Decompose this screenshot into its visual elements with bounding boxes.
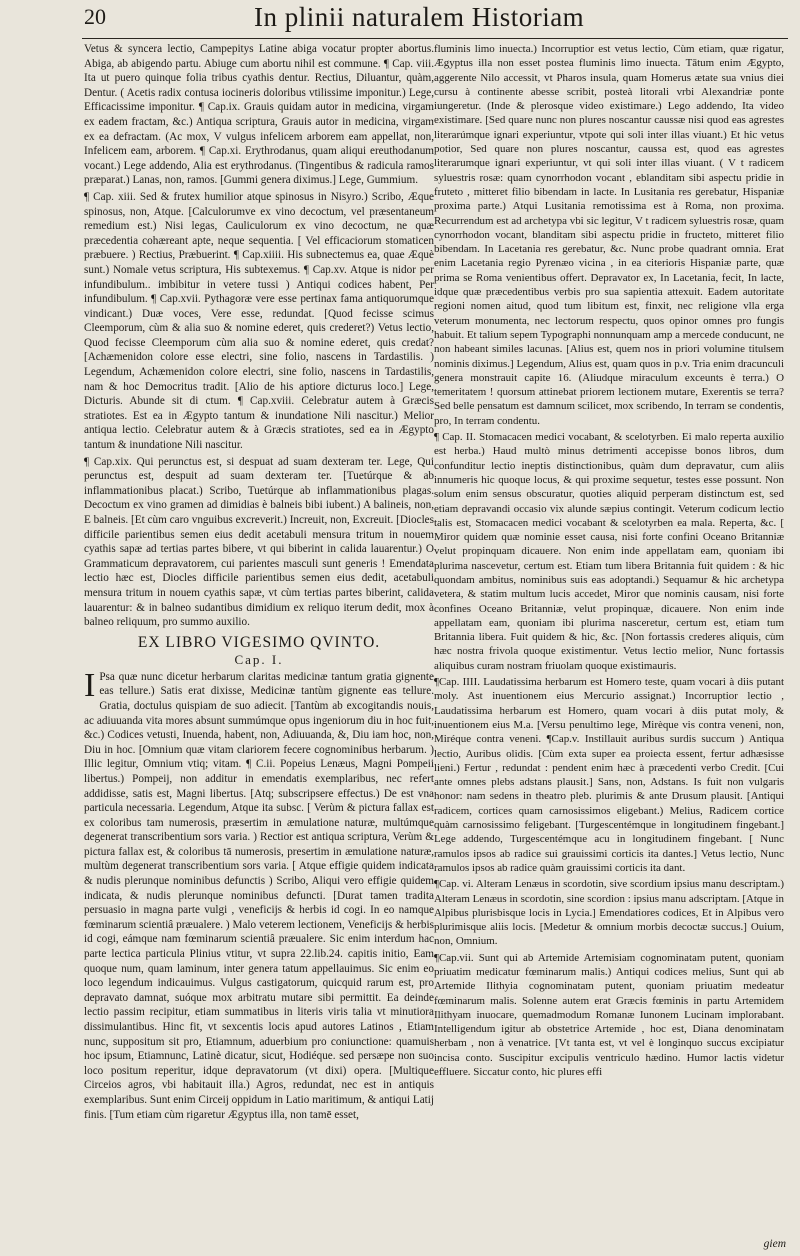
drop-cap-letter: I: [84, 666, 96, 704]
catchword: giem: [763, 1238, 786, 1250]
left-paragraph-1: Vetus & syncera lectio, Campepitys Latine abiga vocatur propter abortus. Abiga, ab abigendo partu. Abiuge cum abortu nihil est commune. ¶ Cap. viii. Ita ut puero quinque folia tribus cyathis dentur. Rectius, Diluantur, quàm, Dentur. ( Acetis radix contusa iocineris doloribus vtilissime imponitur.) Lege, Efficacissime imponitur. ¶ Cap.ix. Grauis quidam autor in medicina, virgam ex eadem fractam, &c.) Antiqua scriptura, Grauis autor in medicina, virgam ex ea defractam. (Ac mox, V vulgus infelicem arborem eam appellat, non, Infelicem eam, arborem. ¶ Cap.xi. Erythrodanus, quam aliqui ereuthodanum vocant.) Lege addendo, Alia est erythrodanus. (Tingentibus & radicula ramos præparat.) Lanas, non, ramos. [Gummi genera diximus.] Lege, Gummium.: [84, 43, 434, 187]
right-paragraph-4: ¶Cap. vi. Alteram Lenæus in scordotin, sive scordium ipsius manu descriptam.) Alteram Lenæus in scordotin, sine scordion : ipsius manu adscriptam. [Atque in Alpibus plurisbisque locis in Lycia.] Emendatiores codices, Et in Alpibus vero plurimisque aliis locis. [Medetur & omnium morbis decoctæ succus.] Ouium, non, Omnium.: [434, 878, 784, 948]
left-paragraph-2: ¶ Cap. xiii. Sed & frutex humilior atque spinosus in Nisyro.) Scribo, Æque spinosus, non, Atque. [Calculorumve ex vino decoctum, vel præsentaneum remedium est.) Nisi legas, Cauliculorum ex vino decoctum, ne quæ præcedentia cohæreant apte, neque sequentia. [ Vel efficaciorum stomaticen præbuere. ) Rectius, Præbuerint. ¶ Cap.xiiii. His subnectemus ea, quae Æquè sunt.) Nomale vetus scriptura, His subtexemus. ¶ Cap.xv. Atque is nidor per infundibulum.. imbibitur in vetere tussi ) Antiqui codices habent, Per infundibulum. ¶ Cap.xvii. Pythagoræ vere esse pertinax fama antiquorumque vindicant.) Duæ voces, Vere esse, redundat. [Quod fecisse scimus Cleemporum, cùm & alia suo & nomine ederet, quis crederet?) Vetus lectio, Quod fecisse Cleemporum cùm alia suo & nomine ederet, quis credat? [Achæmenidon colore esse electri, sine folio, nascens in Tardastilis. ) Legendum, Achæmenidon colore electri, sine folio, nascens in Tardastilis, nam & hoc Democritus tradit. [Alio de his aptiore dicturus loco.] Lege, Dicturis. Abunde sit di ctum. ¶ Cap.xviii. Celebratur autem à Græcis stratiotes. Est ea in Ægypto tantum & inundatione Nili nascitur.) Melior antiqua lectio. Celebratur autem & à Græcis stratiotes, sed ea in Ægypto tantum & inundatione Nili nascitur.: [84, 190, 434, 452]
right-paragraph-1: fluminis limo inuecta.) Incorruptior est vetus lectio, Cùm etiam, quæ rigatur, Ægyptus illa non esset postea fluminis limo inuecta. Tātum enim Ægypto, aggerente Nilo accessit, vt Pharos insula, quam Homerus ætate sua vnius diei cursu à continente abesse scribit, posteà litorali vrbi Alexandriæ ponte iungeretur. (Inde & plerosque video existimare.) Lego addendo, Ita video existimare. [Sed quare nunc non plures noscantur caussæ nisi quod eas agrestes literarúmque ignari experiuntur, vtpote qui soli inter illas viuant.) Et hic vetus potior, Sed quare non plures noscantur, caussa est, quod eas agrestes literarumque ignari experiuntur, vt qui soli inter illas viuant. ( V t radicem syluestris rosæ: quam cynorrhodon vocant , eblanditam sibi aspectu pridie in fruteto , mitteret filio bibendam in lacte. In Lusitania res gerebatur, Hispaniæ proxima parte.) Atqui Lusitania remotissima est à Roma, non proxima. Recurrendum est ad archetypa vbi sic legitur, V t radicem syluestris rosæ, quam cynorrhodon vocant, blanditam sibi aspectu pridie in fructeto, mitteret filio bibendam. In Lacetania res gerebatur, &c. Nunc probe quadrant omnia. Erat enim Lacetania regio Pyrenæo vicina , in ea citerioris Hispaniæ parte, quæ prima se Roma venientibus offert. Depravator ex, In Lacetania, fecit, In lacte, idque quæ præcedentibus verbis pro sua sapientia attexuit. Eadem autoritate regioni nomen aitud, quod tum libitum est, finxit, nec religione vlla erga veterum monumenta, nec lectorum respectu, quos opinor omnes pro fungis habuit. Et talium sepem Typographi nonnunquam amp a mercede conducunt, ne non habeant similes lacunas. [Alius est, quem nos in priori volumine titulsem nominis diximus.] Legendum, Alius est, quam quos in p.v. Tria enim dracunculi genera monstrauit capite 16. (Aliudque miraculum exceunts è terra.) O temeritatem ! quorsum attinebat priorem lectionem mutare, Exerentis se terra? Sed belle pensatum est damnum scilicet, mox scribendo, In terram se condentis, pro, In terram condentu.: [434, 43, 784, 427]
chapter-heading: Cap. I.: [234, 651, 284, 667]
book-heading: EX LIBRO VIGESIMO QVINTO.: [137, 633, 381, 651]
left-paragraph-4: Psa quæ nunc dicetur herbarum claritas medicinæ tantum gratia gignente eas tellure.) Satis erat dixisse, Medicinæ tantùm gignente eas tellure. Gratia, doctulus quispiam de suo adiecit. [Tantùm ab excogitandis nouis, ac adiuuanda vita mores absunt summúmque opus ingeniorum diu in hoc fuit, &c.) Codices vetusti, Inuenda, habent, non, Adiuuanda, &, Diu iam hoc, non, Diu in hoc. [Omnium quæ vitam clariorem fecere cognominibus herbarum. ) Illic legitur, Omnium vtiq; vitam. ¶ C.ii. Popeius Lenæus, Magni Pompeii libertus.) Pompeij, non additur in emendatis exemplaribus, nec refert addidisse, satis est, Magni libertus. [Atq; subscripsere effectus.) De est vna particula necessaria. Legendum, Atque ita subsc. [ Verùm & pictura fallax est ex coloribus tam numerosis, præsertim in æmulatione naturæ, multúmque degenerat transcribentium sors varia. ) Rectior est antiqua scriptura, Verùm & pictura fallax est, & coloribus tā numerosis, presertim in æmulatione naturæ, multùm degenerat transcribentium sors varia. [ Atque effigie quidem indicata & nudis plerunque nominibus defunctis ) Scribo, Aliqui vero effigie quidem indicata, & nudis plerunque nominibus defuncti. [Durat tamen tradita persuasio in magna parte vulgi , veneficijs & herbis id cogi. In eo namque fœminarum scientiâ præualere. ) Malo veterem lectionem, Veneficijs & herbis id cogi, eámque nam fœminarum scientiâ præualere. Sic enim interdum hac parte lectica particula Plinius vtitur, vt supra 22.lib.24. capitis initio, Eam quoque num, quam laminum, inter genera tatum appellauimus. Sic enim eo loco legendum indicauimus. Vulgus castigatorum, quicquid rarum est, pro depravato damnat, suóque mox arbitratu mutare sibi permittit. Ea deinde lectio passim recipitur, etiam summatibus in literis viris talia vt minutiora dissimulantibus. Hinc fit, vt sexcentis locis apud autores Latinos , Etiam nunc, suppositum sit pro, Etiamnum, aduerbium pro coniunctione: quamuis hoc ipsum, Etiamnunc, Latinè dicatur, sicut, Hodiéque. sed persæpe non suo loco positum reperitur, idque depravatorum (vt dixi) opera. [Multique Circeios agros, vbi habitauit illa.) Agros, redundat, nec est in antiquis exemplaribus. Sunt enim Circeij oppidum in Latio maritimum, & antiqui Latij finis. [Tum etiam cùm rigaretur Ægyptus illa, non tamē esset,: [84, 670, 434, 1121]
running-header: [84, 2, 784, 36]
right-paragraph-2: ¶ Cap. II. Stomacacen medici vocabant, & scelotyrben. Ei malo reperta auxilio est herba.) Haud multò minus detrimenti accepisse bonos libros, dum confunditur lectio ineptis distinctionibus, quàm dum depravatur, cum aliis innumeris hic quoque locus, & qui proxime sequetur, testes esse possunt. Non solum enim sensus obscuratur, quoties aliquid perperam distinctum est, sed etiam depravandi occasio vix alunde sæpius contingit. Veterum codicum lectio talis est, Stomacacen medici vocabant & scelotyrben ea mala. Reperta, &c. [ Miror quidem quæ nominie esset causa, nisi forte confini Oceano Britanniæ velut propinquam dicauere. Non enim inde appellatam eam, quoniam ibi plurima nascevetur, certum est. Etiam tum libera Britannia fuit quidem : & hic quondam ambitus, nominibus suis eas adoptandi.) Sequamur & hic archetypa vetera, & statim multum lucis accedet, Miror que nominis causam, nisi forte confines Oceano Britanniæ, velut propinquæ, dicauere. Non enim inde appellatam eam, quoniam ibi plurima nasceretur, certum est, etiam tum Britannia libera. Fuit quidem & hic, &c. [Non fortassis crederes aliquis, cùm hæc nostra frivola quoque existimentur. Vetus lectio melior, Nunc fortassis aliquibus curam nostram friuolam quoque existimauris.: [434, 431, 784, 672]
running-title: In plinii naturalem Historiam: [254, 2, 585, 32]
chapter-opening: [84, 666, 434, 1122]
header-rule: [82, 38, 788, 39]
page-number: 20: [84, 4, 106, 29]
right-paragraph-5: ¶Cap.vii. Sunt qui ab Artemide Artemisiam cognominatam putent, quoniam priuatim medicatur fœminarum malis.) Antiqui codices melius, Sunt qui ab Artemide Ilithyia cognominatam putent, quoniam priuatim medeatur fœminarum malis. Solenne autem erat Græcis fœminis in partu Artemidem Ilithyam inuocare, quemadmodum Romanæ Iunonem Lucinam implorabant. Intelligendum igitur ab obstetrice Artemide , hoc est, Diana denominatam herbam , non à venatrice. [Vt tanta est, vt vel è longinquo succus excipiatur incisa conto. Suscipitur excipulis ventriculo hædino. Humor lactis videtur effluere. Siccatur conto, hic plures effi: [434, 951, 784, 1079]
right-column: [434, 42, 784, 1247]
left-paragraph-3: ¶ Cap.xix. Qui perunctus est, si despuat ad suam dexteram ter. Lege, Qui perunctus est, despuit ad suam dexteram ter. [Tuetúrque & ab inflammationibus placat.) Scribo, Tuetúrque ab inflammationibus plagas. Decoctum ex vino gramen ad dimidias è balneis bibi iubent.) A balineis, non, E balneis. [Et cùm caro vnguibus excreverit.) Increuit, non, Excreuit. [Diocles difficile parientibus semen eius dedit acetabuli mensura tritum in nouem cyathis sapæ ad tertias partes bibere, vt qui biberint in calida lauarentur.) O Grammaticum depravatorem, cui parientes masculi sunt generis ! Emendata lectio hæc est, Diocles difficile parientibus semen eius dedit, acetabuli mensura tritum in nouem cyathis sapæ, vt cùm tertias partes biberint, calida lauarentur: & in balneo sudantibus dimidium ex reliquo iterum dedit, mox à balneo reliquum, pro summo auxilio.: [84, 455, 434, 629]
right-paragraph-3: ¶Cap. IIII. Laudatissima herbarum est Homero teste, quam vocari à diis putant moly. Ast inuentionem eius Mercurio assignat.) Incorruptior lectio , Laudatissima herbarum est Homero, quam vocari à diis putat moly, & inuentionem eius M.a. [Versu penultimo lege, Mirèque vis contra veneni, non, Miréque contra veneni. ¶Cap.v. Instillauit auribus surdis succum ) Antiqua lectio, Auribus olidis. [Cùm exta super ea proiecta essent, fertur adhæsisse lieni.) Fertur , redundat : pendent enim hæc à præcedenti verbo Credit. [Cui ante omnes plebs adstans plausit.] Sans, non, Adstans. Is fuit non vulgaris honor: nam sedens in theatro pleb. plurimis & ante Drusum plausit. [Antiqui radicem, cortices quam carnosissimos eligebant.) Melius, Radicem cortice quàm carnosissimo feligebant. [Turgescentémque in longitudinem fingebant.] Lege addendo, Turgescentémque acu in longitudinem fingebant. [ Nunc ramulos ipsos ab radice sui grauissimi corticis ita dantes.] Vetus lectio, Nunc ramulos ipsos ab radice quàm grauissimi corticis ita dant.: [434, 676, 784, 874]
left-column: [84, 42, 434, 1242]
